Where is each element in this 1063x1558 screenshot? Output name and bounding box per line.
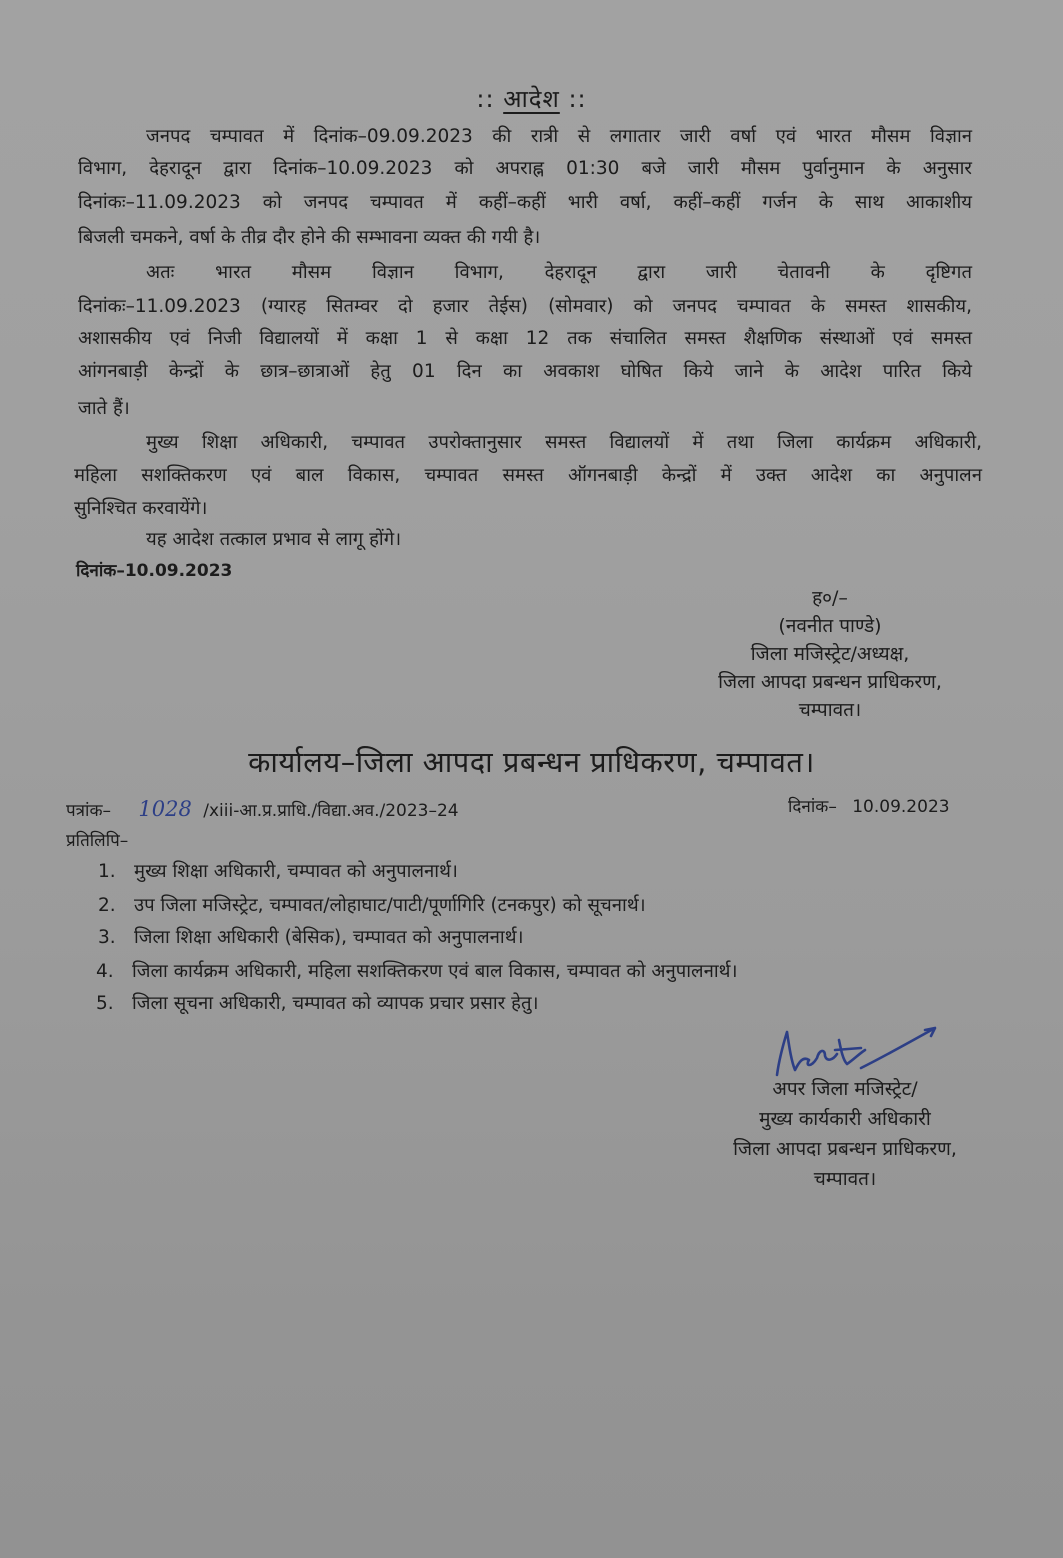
signatory-line: जिला मजिस्ट्रेट/अध्यक्ष, [750, 643, 910, 665]
copy-list-item [98, 924, 524, 949]
signatory-line: जिला आपदा प्रबन्धन प्राधिकरण, [718, 671, 942, 693]
paragraph-line: सुनिश्चित करवायेंगे। [74, 498, 208, 519]
letter-number-label: पत्रांक– [66, 801, 111, 821]
paragraph-line: जनपद चम्पावत में दिनांक–09.09.2023 की रात्री से लगातार जारी वर्षा एवं भारत मौसम विज्ञान [146, 126, 972, 147]
paragraph-line: आंगनबाड़ी केन्द्रों के छात्र–छात्राओं हेतु 01 दिन का अवकाश घोषित किये जाने के आदेश पारित किये [78, 361, 972, 382]
paragraph-line: बिजली चमकने, वर्षा के तीव्र दौर होने की सम्भावना व्यक्त की गयी है। [78, 227, 541, 248]
letter-number-reference: /xiii-आ.प्र.प्राधि./विद्या.अव./2023–24 [203, 801, 459, 821]
copy-item-text: जिला शिक्षा अधिकारी (बेसिक), चम्पावत को अनुपालनार्थ। [134, 927, 524, 948]
paragraph-line: विभाग, देहरादून द्वारा दिनांक–10.09.2023 को अपराह्न 01:30 बजे जारी मौसम पुर्वानुमान के अनुसार [78, 158, 972, 179]
copy-list-item [96, 958, 738, 983]
signatory-block-2 [690, 1074, 1000, 1194]
signatory-block-1 [660, 584, 1000, 724]
copy-item-text: जिला सूचना अधिकारी, चम्पावत को व्यापक प्रचार प्रसार हेतु। [132, 993, 539, 1014]
office-heading: कार्यालय–जिला आपदा प्रबन्धन प्राधिकरण, चम्पावत। [248, 745, 815, 779]
copy-item-text: जिला कार्यक्रम अधिकारी, महिला सशक्तिकरण एवं बाल विकास, चम्पावत को अनुपालनार्थ। [132, 961, 738, 982]
copy-item-number: 1. [98, 861, 116, 882]
letter-date-value: 10.09.2023 [852, 797, 950, 817]
signatory-line: जिला आपदा प्रबन्धन प्राधिकरण, [733, 1138, 957, 1160]
letter-date-label: दिनांक– [788, 797, 837, 817]
paragraph-line: महिला सशक्तिकरण एवं बाल विकास, चम्पावत समस्त ऑगनबाड़ी केन्द्रों में उक्त आदेश का अनुपालन [74, 465, 982, 486]
signatory-line: चम्पावत। [813, 1168, 877, 1190]
copy-item-number: 2. [98, 895, 116, 916]
copy-list-item [98, 858, 458, 883]
title-text: आदेश [503, 85, 560, 113]
paragraph-line: दिनांकः–11.09.2023 को जनपद चम्पावत में कहीं–कहीं भारी वर्षा, कहीं–कहीं गर्जन के साथ आकाशीय [78, 192, 972, 213]
order-date: दिनांक–10.09.2023 [76, 561, 233, 581]
signatory-name: (नवनीत पाण्डे) [778, 615, 882, 637]
paragraph-line: अशासकीय एवं निजी विद्यालयों में कक्षा 1 से कक्षा 12 तक संचालित समस्त शैक्षणिक संस्थाओं एवं समस्त [78, 328, 972, 349]
paragraph-line: अतः भारत मौसम विज्ञान विभाग, देहरादून द्वारा जारी चेतावनी के दृष्टिगत [146, 262, 972, 283]
paragraph-line: मुख्य शिक्षा अधिकारी, चम्पावत उपरोक्तानुसार समस्त विद्यालयों में तथा जिला कार्यक्रम अधिकारी, [146, 432, 982, 453]
document-title [0, 82, 1063, 115]
copy-list-item [96, 990, 539, 1015]
copy-item-number: 3. [98, 927, 116, 948]
letter-date [788, 794, 950, 817]
paragraph-line: जाते हैं। [78, 398, 130, 419]
copy-item-text: मुख्य शिक्षा अधिकारी, चम्पावत को अनुपालनार्थ। [134, 861, 458, 882]
title-suffix: :: [568, 85, 587, 113]
copy-item-number: 5. [96, 993, 114, 1014]
signatory-line: अपर जिला मजिस्ट्रेट/ [772, 1078, 918, 1100]
copy-list-item [98, 892, 646, 917]
letter-number-handwritten: 1028 [138, 797, 192, 821]
letter-number [66, 797, 459, 821]
paragraph-line: दिनांकः–11.09.2023 (ग्यारह सितम्वर दो हजार तेईस) (सोमवार) को जनपद चम्पावत के समस्त शासकीय, [78, 296, 972, 317]
copy-item-text: उप जिला मजिस्ट्रेट, चम्पावत/लोहाघाट/पाटी/पूर्णागिरि (टनकपुर) को सूचनार्थ। [134, 895, 646, 916]
paragraph-line: यह आदेश तत्काल प्रभाव से लागू होंगे। [146, 529, 402, 550]
copy-to-label: प्रतिलिपि– [66, 831, 129, 851]
signatory-line: चम्पावत। [798, 699, 862, 721]
signatory-line: मुख्य कार्यकारी अधिकारी [759, 1108, 931, 1130]
signatory-line: ह०/– [812, 587, 848, 609]
title-prefix: :: [476, 85, 495, 113]
copy-item-number: 4. [96, 961, 114, 982]
